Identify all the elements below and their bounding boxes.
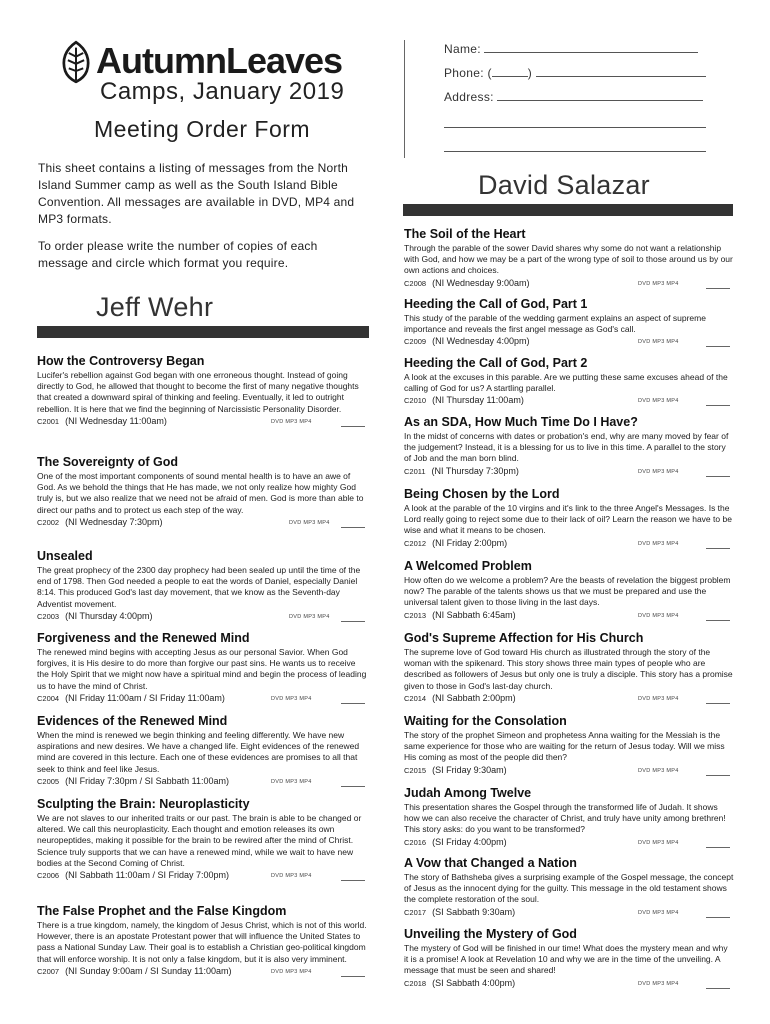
message-session: (NI Thursday 11:00am) xyxy=(432,395,524,406)
message-description: This study of the parable of the wedding garment explains an aspect of supreme importance and reveals the first angel message as God's call. xyxy=(404,313,706,335)
message-code: C2012 xyxy=(404,538,427,548)
copies-input-line[interactable] xyxy=(706,620,730,621)
message-title: The Soil of the Heart xyxy=(404,227,526,241)
format-options[interactable]: DVD MP3 MP4 xyxy=(271,695,312,702)
message-session: (NI Sabbath 11:00am / SI Friday 7:00pm) xyxy=(65,870,230,881)
address-field[interactable]: Address: xyxy=(444,90,703,104)
message-item xyxy=(404,631,734,705)
format-options[interactable]: DVD MP3 MP4 xyxy=(638,280,679,287)
message-description: In the midst of concerns with dates or probation's end, why are many moved by fear of the judgement? Instead, it is a blessing for us to live in this time. A parallel to the story of Job and the man born blind. xyxy=(404,431,729,464)
copies-input-line[interactable] xyxy=(706,988,730,989)
message-description: When the mind is renewed we begin thinking and feeling differently. We have new aspirations and new desires. We have a changed life. Eight evidences of the renewed mind are covered in this lecture. Each one of these evidences are promises to all that seek to think and feel like Jesus. xyxy=(37,730,360,774)
speaker-name-left: Jeff Wehr xyxy=(96,292,214,322)
copies-input-line[interactable] xyxy=(706,703,730,704)
message-item xyxy=(404,714,734,777)
message-session: (NI Wednesday 9:00am) xyxy=(432,277,530,288)
message-session: (NI Thursday 4:00pm) xyxy=(65,610,153,621)
phone-field[interactable]: Phone: ( ) xyxy=(444,66,706,80)
copies-input-line[interactable] xyxy=(706,917,730,918)
copies-input-line[interactable] xyxy=(341,976,365,977)
message-code: C2015 xyxy=(404,765,427,775)
message-session: (NI Wednesday 7:30pm) xyxy=(65,516,163,527)
phone-input-line[interactable] xyxy=(536,66,706,77)
format-options[interactable]: DVD MP3 MP4 xyxy=(638,980,679,987)
copies-input-line[interactable] xyxy=(341,880,365,881)
brand-name: AutumnLeaves xyxy=(96,40,343,81)
form-title: Meeting Order Form xyxy=(94,116,311,142)
format-options[interactable]: DVD MP3 MP4 xyxy=(271,873,312,880)
message-code: C2008 xyxy=(404,278,427,288)
message-title: Heeding the Call of God, Part 1 xyxy=(404,297,588,311)
message-title: Unveiling the Mystery of God xyxy=(404,927,577,941)
message-item xyxy=(37,904,367,978)
message-item xyxy=(37,549,367,623)
message-session: (NI Wednesday 11:00am) xyxy=(65,415,167,426)
message-description: The story of Bathsheba gives a surprising example of the Gospel message, the concept of Jesus as the innocent dying for the guilty. This message in the old testament shows the complete restoration of the soul. xyxy=(404,872,734,905)
intro-paragraph: This sheet contains a listing of messages from the North Island Summer camp as well as the South Island Bible Convention. All messages are available in DVD, MP4 and MP3 formats. xyxy=(38,161,355,226)
header-divider xyxy=(404,40,405,158)
message-description: There is a true kingdom, namely, the kingdom of Jesus Christ, which is not of this world. However, there is an apostate Protestant power that will influence the United States to pass a National Sunday Law. Their goal is to establish a Christian geo-political kingdom that will enforce worship. It is not only a false kingdom, but it is also very imminent. xyxy=(37,920,367,964)
format-options[interactable]: DVD MP3 MP4 xyxy=(638,468,679,475)
message-item xyxy=(404,356,734,407)
message-description: The story of the prophet Simeon and prophetess Anna waiting for the Messiah is the same experience for those who are waiting for the return of Jesus today. Will we miss His coming as most of the people did then? xyxy=(404,730,725,763)
message-session: (NI Friday 2:00pm) xyxy=(432,537,508,548)
message-title: Waiting for the Consolation xyxy=(404,714,567,728)
message-description: The renewed mind begins with accepting Jesus as our personal Savior. When God forgives, it is His desire to do more than forgive our past sins. He wants us to receive the Holy Spirit that we might now have a spiritual mind and begin the process of leading us to have the mind of Christ. xyxy=(37,647,367,691)
message-code: C2016 xyxy=(404,837,427,847)
message-title: Heeding the Call of God, Part 2 xyxy=(404,356,588,370)
copies-input-line[interactable] xyxy=(341,786,365,787)
copies-input-line[interactable] xyxy=(706,775,730,776)
speaker-name-right: David Salazar xyxy=(478,170,650,200)
address-input-line[interactable] xyxy=(497,90,703,101)
format-options[interactable]: DVD MP3 MP4 xyxy=(289,613,330,620)
message-description: We are not slaves to our inherited traits or our past. The brain is able to be changed or altered. We call this neuroplasticity. Each thought and emotion releases its own neuropeptides, making it possible for the brain to be rewired after the mind of Christ. Science truly supports that we can have a renewed mind, while we wait to have new bodies at the Second Coming of Christ. xyxy=(37,813,362,868)
message-description: A look at the excuses in this parable. Are we putting these same excuses ahead of the calling of God for us? A startling parallel. xyxy=(404,372,728,394)
copies-input-line[interactable] xyxy=(341,621,365,622)
format-options[interactable]: DVD MP3 MP4 xyxy=(638,695,679,702)
message-title: The Sovereignty of God xyxy=(37,455,178,469)
message-code: C2018 xyxy=(404,978,427,988)
message-session: (NI Sabbath 2:00pm) xyxy=(432,692,516,703)
message-title: A Vow that Changed a Nation xyxy=(404,856,577,870)
copies-input-line[interactable] xyxy=(341,703,365,704)
message-code: C2006 xyxy=(37,871,60,881)
message-item xyxy=(404,487,734,550)
message-title: As an SDA, How Much Time Do I Have? xyxy=(404,415,638,429)
message-code: C2017 xyxy=(404,907,427,917)
format-options[interactable]: DVD MP3 MP4 xyxy=(271,418,312,425)
format-options[interactable]: DVD MP3 MP4 xyxy=(638,767,679,774)
message-description: This presentation shares the Gospel through the transformed life of Judah. It shows how we can also receive the character of Christ, and truly have unity among brethren! This story asks: do you want to be transformed? xyxy=(404,802,726,835)
message-title: Forgiveness and the Renewed Mind xyxy=(37,631,250,645)
message-session: (NI Friday 11:00am / SI Friday 11:00am) xyxy=(65,692,225,703)
order-instructions: To order please write the number of copies of each message and circle which format you require. xyxy=(38,239,318,270)
copies-input-line[interactable] xyxy=(706,288,730,289)
message-item xyxy=(404,786,734,849)
format-options[interactable]: DVD MP3 MP4 xyxy=(638,398,679,405)
message-item xyxy=(404,297,734,348)
message-code: C2013 xyxy=(404,610,427,620)
message-code: C2003 xyxy=(37,611,60,621)
message-session: (NI Thursday 7:30pm) xyxy=(431,465,519,476)
message-title: Judah Among Twelve xyxy=(404,786,532,800)
name-field[interactable]: Name: xyxy=(444,42,698,56)
message-code: C2014 xyxy=(404,693,427,703)
message-description: The supreme love of God toward His church as illustrated through the story of the woman with the spikenard. This story shows three main types of people who are described as followers of Jesus but only one is truly a disciple. This story has a promise given to those in God's last-day church. xyxy=(404,647,733,691)
copies-input-line[interactable] xyxy=(706,405,730,406)
message-item xyxy=(37,714,367,788)
message-code: C2007 xyxy=(37,966,60,976)
message-item xyxy=(37,354,367,428)
message-code: C2005 xyxy=(37,776,60,786)
message-code: C2009 xyxy=(404,337,427,347)
copies-input-line[interactable] xyxy=(341,426,365,427)
message-item xyxy=(404,415,734,478)
message-title: Being Chosen by the Lord xyxy=(404,487,560,501)
message-description: Lucifer's rebellion against God began with one erroneous thought. Instead of going directly to God, he allowed that thought to become the first of many negative thoughts that created a downward spiral of thinking and feeling. Eventually, it led to outright rebellion. It is here that we find the beginning of Narcissistic Personality Disorder. xyxy=(37,370,359,414)
message-item xyxy=(404,227,734,290)
message-session: (SI Sabbath 4:00pm) xyxy=(432,977,516,988)
name-input-line[interactable] xyxy=(484,42,698,53)
message-item xyxy=(37,455,367,529)
copies-input-line[interactable] xyxy=(706,847,730,848)
message-title: How the Controversy Began xyxy=(37,354,205,368)
message-description: The great prophecy of the 2300 day prophecy had been sealed up until the time of the end of 1798. Then God needed a people to eat the words of Daniel, especially Daniel 8:14. This produced God's last day movement, that we know as the Seventh-day Adventist movement. xyxy=(37,565,361,609)
message-session: (SI Sabbath 9:30am) xyxy=(432,906,516,917)
message-title: Evidences of the Renewed Mind xyxy=(37,714,228,728)
speaker-bar-right xyxy=(403,204,733,216)
message-title: Sculpting the Brain: Neuroplasticity xyxy=(37,797,250,811)
message-description: One of the most important components of sound mental health is to have an awe of God. As we behold the things that He has made, we not only realize how mighty God truly is, but we also realize that we need not be afraid of men. God is more than able to direct our paths and to protect us each step of the way. xyxy=(37,471,364,515)
message-session: (NI Friday 7:30pm / SI Sabbath 11:00am) xyxy=(65,775,230,786)
message-item xyxy=(37,797,367,882)
phone-area-line[interactable] xyxy=(492,66,528,77)
message-title: A Welcomed Problem xyxy=(404,559,532,573)
message-code: C2004 xyxy=(37,693,60,703)
message-title: God's Supreme Affection for His Church xyxy=(404,631,644,645)
message-code: C2002 xyxy=(37,517,60,527)
message-session: (NI Sunday 9:00am / SI Sunday 11:00am) xyxy=(65,965,232,976)
format-options[interactable]: DVD MP3 MP4 xyxy=(271,968,312,975)
format-options[interactable]: DVD MP3 MP4 xyxy=(638,612,679,619)
format-options[interactable]: DVD MP3 MP4 xyxy=(638,839,679,846)
message-description: The mystery of God will be finished in our time! What does the mystery mean and why it is a promise! A look at Revelation 10 and why we are in the time of the unveiling. A message that must be seen and shared! xyxy=(404,943,728,976)
copies-input-line[interactable] xyxy=(341,527,365,528)
address-line-2[interactable] xyxy=(444,127,706,128)
message-item xyxy=(404,927,734,990)
message-description: Through the parable of the sower David shares why some do not want a relationship with God, and how we may be a part of the wrong type of soil to those around us by our own actions and choices. xyxy=(404,243,733,276)
message-title: The False Prophet and the False Kingdom xyxy=(37,904,287,918)
message-session: (NI Sabbath 6:45am) xyxy=(432,609,516,620)
message-code: C2001 xyxy=(37,416,60,426)
message-description: A look at the parable of the 10 virgins and it's link to the three Angel's Messages. Is the Lord really going to reject some due to their lack of oil? Learn the reason we have to be wise and what it means to be chosen. xyxy=(404,503,732,536)
format-options[interactable]: DVD MP3 MP4 xyxy=(289,519,330,526)
format-options[interactable]: DVD MP3 MP4 xyxy=(638,540,679,547)
format-options[interactable]: DVD MP3 MP4 xyxy=(638,339,679,346)
address-line-3[interactable] xyxy=(444,151,706,152)
message-item xyxy=(404,856,734,919)
camp-subtitle: Camps, January 2019 xyxy=(100,78,345,105)
message-code: C2011 xyxy=(404,466,426,476)
copies-input-line[interactable] xyxy=(706,476,730,477)
format-options[interactable]: DVD MP3 MP4 xyxy=(638,909,679,916)
message-code: C2010 xyxy=(404,396,427,406)
message-item xyxy=(37,631,367,705)
message-session: (SI Friday 9:30am) xyxy=(432,764,507,775)
message-session: (SI Friday 4:00pm) xyxy=(432,836,507,847)
speaker-bar-left xyxy=(37,326,369,338)
message-title: Unsealed xyxy=(37,549,93,563)
autumn-leaves-leaf-logo-icon xyxy=(58,40,94,84)
message-session: (NI Wednesday 4:00pm) xyxy=(432,336,530,347)
copies-input-line[interactable] xyxy=(706,346,730,347)
message-description: How often do we welcome a problem? Are the beasts of revelation the biggest problem now? The parable of the talents shows us that we must be prepared and use the universal talent given to those living in the last days. xyxy=(404,575,731,608)
format-options[interactable]: DVD MP3 MP4 xyxy=(271,778,312,785)
message-item xyxy=(404,559,734,622)
copies-input-line[interactable] xyxy=(706,548,730,549)
